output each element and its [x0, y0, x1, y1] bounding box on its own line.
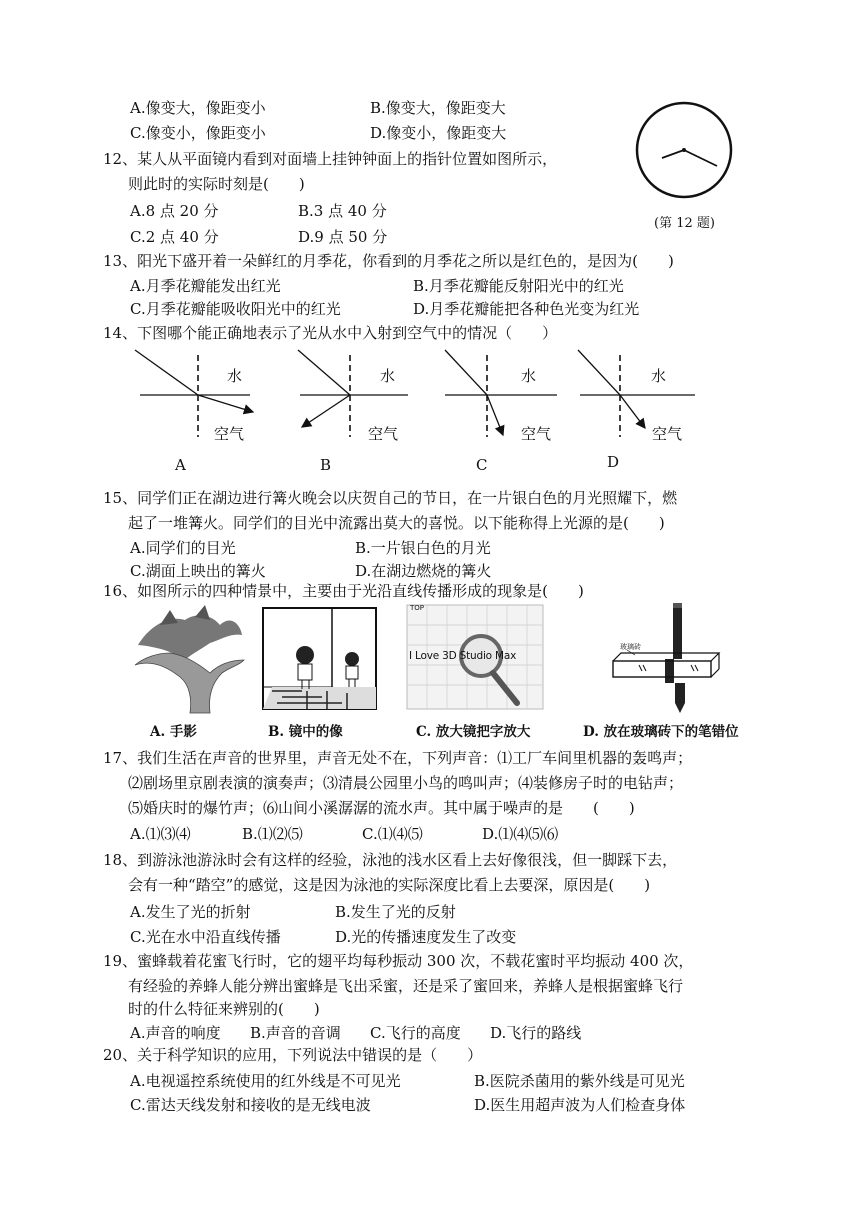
glass-pencil-image	[605, 603, 720, 713]
refraction-diagram-d	[570, 345, 710, 440]
q18-option-c: C.光在水中沿直线传播	[130, 928, 281, 946]
q11-option-d: D.像变小，像距变大	[370, 124, 507, 142]
q12-figure-caption: (第 12 题)	[654, 216, 715, 231]
q18-stem-line2: 会有一种“踏空”的感觉，这是因为泳池的实际深度比看上去要深，原因是( )	[128, 876, 651, 894]
q17-option-b: B.⑴⑵⑸	[242, 825, 303, 843]
q16-caption-a: A. 手影	[150, 724, 197, 740]
q15-stem-line1: 15、同学们正在湖边进行篝火晚会以庆贺自己的节日，在一片银白色的月光照耀下，燃	[103, 489, 678, 507]
q19-option-b: B.声音的音调	[250, 1024, 341, 1042]
q13-option-d: D.月季花瓣能把各种色光变为红光	[413, 300, 640, 318]
q15-option-a: A.同学们的目光	[130, 539, 236, 557]
q19-stem-line1: 19、蜜蜂载着花蜜飞行时，它的翅平均每秒振动 300 次，不载花蜜时平均振动 400 次，	[103, 952, 694, 970]
q15-option-c: C.湖面上映出的篝火	[130, 562, 266, 580]
q15-stem-line2: 起了一堆篝火。同学们的目光中流露出莫大的喜悦。以下能称得上光源的是( )	[128, 514, 665, 532]
q18-option-d: D.光的传播速度发生了改变	[335, 928, 517, 946]
q13-option-a: A.月季花瓣能发出红光	[130, 277, 281, 295]
q20-option-d: D.医生用超声波为人们检查身体	[474, 1096, 686, 1114]
q20-option-c: C.雷达天线发射和接收的是无线电波	[130, 1096, 371, 1114]
q17-stem-line2: ⑵剧场里京剧表演的演奏声；⑶清晨公园里小鸟的鸣叫声；⑷装修房子时的电钻声；	[128, 774, 684, 792]
q20-option-a: A.电视遥控系统使用的红外线是不可见光	[130, 1072, 401, 1090]
q15-option-b: B.一片银白色的月光	[355, 539, 491, 557]
q12-stem-line1: 12、某人从平面镜内看到对面墙上挂钟钟面上的指针位置如图所示，	[103, 150, 558, 168]
q19-option-d: D.飞行的路线	[490, 1024, 582, 1042]
q16-caption-d: D. 放在玻璃砖下的笔错位	[583, 724, 739, 740]
q20-stem: 20、关于科学知识的应用，下列说法中错误的是（ ）	[103, 1046, 483, 1064]
q16-caption-b: B. 镜中的像	[268, 724, 343, 740]
clock-figure	[634, 100, 734, 200]
magnifier-top-label: TOP	[410, 604, 425, 612]
q17-stem-line1: 17、我们生活在声音的世界里，声音无处不在，下列声音：⑴工厂车间里机器的轰鸣声；	[103, 749, 693, 767]
q12-option-a: A.8 点 20 分	[130, 202, 219, 220]
q11-option-b: B.像变大，像距变大	[370, 99, 506, 117]
glass-block-label: 玻璃砖	[620, 643, 641, 651]
q19-stem-line2: 有经验的养蜂人能分辨出蜜蜂是飞出采蜜，还是采了蜜回来，养蜂人是根据蜜蜂飞行	[128, 977, 684, 995]
diagram-c-letter: C	[476, 456, 488, 474]
q12-option-c: C.2 点 40 分	[130, 228, 219, 246]
q20-option-b: B.医院杀菌用的紫外线是可见光	[474, 1072, 685, 1090]
q16-stem: 16、如图所示的四种情景中，主要由于光沿直线传播形成的现象是( )	[103, 582, 584, 600]
diagram-b-water-label: 水	[380, 367, 396, 385]
diagram-a-water-label: 水	[227, 367, 243, 385]
q16-caption-c: C. 放大镜把字放大	[416, 724, 531, 740]
diagram-b-air-label: 空气	[368, 425, 399, 443]
q13-stem: 13、阳光下盛开着一朵鲜红的月季花，你看到的月季花之所以是红色的，是因为( )	[103, 252, 674, 270]
diagram-d-air-label: 空气	[652, 425, 683, 443]
q15-option-d: D.在湖边燃烧的篝火	[355, 562, 492, 580]
q14-stem: 14、下图哪个能正确地表示了光从水中入射到空气中的情况（ ）	[103, 324, 558, 342]
q11-option-a: A.像变大，像距变小	[130, 99, 266, 117]
mirror-image	[262, 607, 377, 710]
q12-option-b: B.3 点 40 分	[298, 202, 387, 220]
diagram-d-letter: D	[607, 453, 620, 471]
q13-option-b: B.月季花瓣能反射阳光中的红光	[413, 277, 624, 295]
diagram-b-letter: B	[320, 456, 332, 474]
q11-option-c: C.像变小，像距变小	[130, 124, 266, 142]
q17-option-d: D.⑴⑷⑸⑹	[482, 825, 559, 843]
q17-stem-line3: ⑸婚庆时的爆竹声；⑹山间小溪潺潺的流水声。其中属于噪声的是 ( )	[128, 799, 635, 817]
diagram-a-letter: A	[175, 456, 186, 474]
refraction-diagram-c	[435, 345, 575, 440]
diagram-a-air-label: 空气	[214, 425, 245, 443]
q13-option-c: C.月季花瓣能吸收阳光中的红光	[130, 300, 341, 318]
q18-option-b: B.发生了光的反射	[335, 903, 456, 921]
q19-option-c: C.飞行的高度	[370, 1024, 461, 1042]
q12-option-d: D.9 点 50 分	[298, 228, 388, 246]
hand-shadow-image	[130, 605, 245, 713]
diagram-d-water-label: 水	[651, 367, 667, 385]
refraction-diagram-a	[130, 345, 270, 440]
q18-option-a: A.发生了光的折射	[130, 903, 251, 921]
diagram-c-air-label: 空气	[521, 425, 552, 443]
q19-option-a: A.声音的响度	[130, 1024, 221, 1042]
magnifier-text: I Love 3D Studio Max	[409, 650, 517, 662]
q18-stem-line1: 18、到游泳池游泳时会有这样的经验，泳池的浅水区看上去好像很浅，但一脚踩下去，	[103, 851, 678, 869]
q19-stem-line3: 时的什么特征来辨别的( )	[128, 1000, 320, 1018]
q17-option-a: A.⑴⑶⑷	[130, 825, 191, 843]
refraction-diagram-b	[290, 345, 430, 440]
diagram-c-water-label: 水	[521, 367, 537, 385]
q17-option-c: C.⑴⑷⑸	[362, 825, 423, 843]
q12-stem-line2: 则此时的实际时刻是( )	[128, 175, 305, 193]
